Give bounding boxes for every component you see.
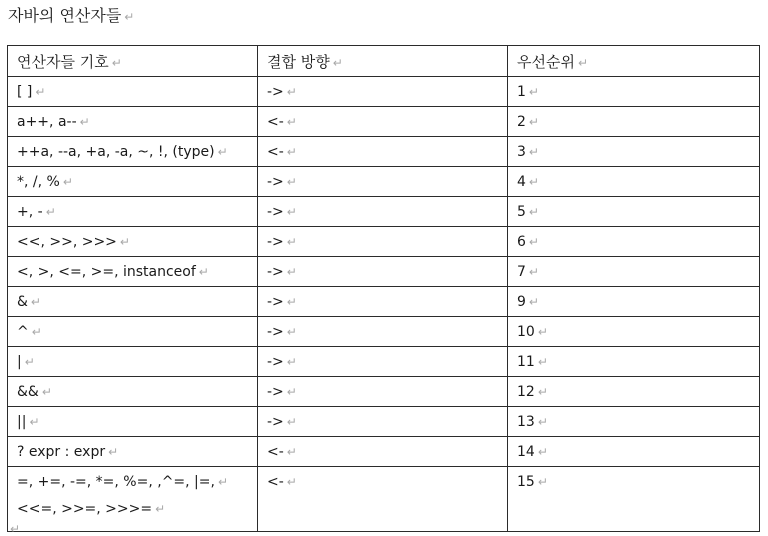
header-symbol-label: 연산자들 기호 [17, 52, 109, 71]
precedence-cell[interactable] [508, 287, 760, 317]
associativity-cell[interactable] [258, 107, 508, 137]
cell-end-mark-icon: ↵ [537, 384, 548, 399]
associativity-cell[interactable] [258, 347, 508, 377]
header-cell-precedence[interactable] [508, 46, 760, 77]
cell-end-mark-icon: ↵ [111, 55, 122, 70]
table-row [8, 377, 760, 407]
precedence-cell[interactable] [508, 317, 760, 347]
cell-end-mark-icon: ↵ [30, 294, 41, 309]
associativity-text: -> [267, 293, 284, 310]
table-row [8, 257, 760, 287]
cell-end-mark-icon: ↵ [29, 414, 40, 429]
symbol-cell[interactable] [8, 377, 258, 407]
cell-end-mark-icon: ↵ [286, 384, 297, 399]
cell-end-mark-icon: ↵ [537, 444, 548, 459]
symbol-text: *, /, % [17, 173, 60, 190]
cell-end-mark-icon: ↵ [286, 444, 297, 459]
header-cell-associativity[interactable] [258, 46, 508, 77]
associativity-cell[interactable] [258, 437, 508, 467]
cell-end-mark-icon: ↵ [79, 114, 90, 129]
table-row [8, 167, 760, 197]
symbol-cell[interactable] [8, 317, 258, 347]
precedence-cell[interactable] [508, 137, 760, 167]
symbol-line-1 [17, 469, 257, 496]
cell-end-mark-icon: ↵ [528, 294, 539, 309]
associativity-text: -> [267, 83, 284, 100]
table-header-row [8, 46, 760, 77]
symbol-text: ++a, --a, +a, -a, ~, !, (type) [17, 143, 215, 160]
cell-end-mark-icon: ↵ [286, 174, 297, 189]
associativity-cell[interactable] [258, 137, 508, 167]
document-title-text: 자바의 연산자들 [8, 6, 122, 25]
associativity-text: -> [267, 323, 284, 340]
cell-end-mark-icon: ↵ [286, 114, 297, 129]
precedence-text: 6 [517, 233, 526, 250]
symbol-text: | [17, 353, 22, 370]
associativity-cell[interactable] [258, 317, 508, 347]
cell-end-mark-icon: ↵ [332, 55, 343, 70]
precedence-text: 14 [517, 443, 535, 460]
precedence-text: 5 [517, 203, 526, 220]
cell-end-mark-icon: ↵ [528, 84, 539, 99]
cell-end-mark-icon: ↵ [31, 324, 42, 339]
symbol-cell[interactable] [8, 107, 258, 137]
cell-end-mark-icon: ↵ [286, 414, 297, 429]
cell-end-mark-icon: ↵ [286, 475, 297, 489]
symbol-text: a++, a-- [17, 113, 77, 130]
precedence-text: 3 [517, 143, 526, 160]
symbol-cell[interactable] [8, 407, 258, 437]
table-row [8, 107, 760, 137]
associativity-text: -> [267, 383, 284, 400]
symbol-text: <<, >>, >>> [17, 233, 117, 250]
document-title [8, 6, 134, 27]
cell-end-mark-icon: ↵ [286, 204, 297, 219]
precedence-text: 15 [517, 474, 535, 490]
associativity-text: -> [267, 263, 284, 280]
cell-end-mark-icon: ↵ [577, 55, 589, 70]
precedence-cell[interactable] [508, 77, 760, 107]
cell-end-mark-icon: ↵ [286, 294, 297, 309]
cell-end-mark-icon: ↵ [62, 174, 73, 189]
associativity-cell[interactable] [258, 257, 508, 287]
header-cell-symbol[interactable] [8, 46, 258, 77]
cell-end-mark-icon: ↵ [41, 384, 52, 399]
precedence-cell[interactable] [508, 257, 760, 287]
symbol-cell[interactable] [8, 167, 258, 197]
cell-end-mark-icon: ↵ [537, 475, 548, 489]
symbol-text: || [17, 413, 27, 430]
associativity-text: <- [267, 474, 284, 490]
cell-end-mark-icon: ↵ [155, 502, 166, 516]
symbol-text: ? expr : expr [17, 443, 106, 460]
cell-end-mark-icon: ↵ [45, 204, 56, 219]
cell-end-mark-icon: ↵ [108, 444, 119, 459]
symbol-text: && [17, 383, 39, 400]
header-associativity-label: 결합 방향 [267, 52, 330, 71]
associativity-cell[interactable] [258, 227, 508, 257]
associativity-cell[interactable] [258, 77, 508, 107]
associativity-cell[interactable] [258, 407, 508, 437]
symbol-cell[interactable] [8, 257, 258, 287]
associativity-text: <- [267, 143, 284, 160]
symbol-cell[interactable] [8, 77, 258, 107]
symbol-cell[interactable] [8, 437, 258, 467]
cell-end-mark-icon: ↵ [217, 144, 228, 159]
cell-end-mark-icon: ↵ [537, 354, 548, 369]
symbol-text: & [17, 293, 28, 310]
cell-end-mark-icon: ↵ [24, 354, 35, 369]
symbol-text: <, >, <=, >=, instanceof [17, 263, 196, 280]
line-end-mark-icon: ↵ [217, 475, 229, 489]
symbol-line-2 [17, 496, 257, 523]
cell-end-mark-icon: ↵ [286, 324, 297, 339]
table-row [8, 347, 760, 377]
cell-end-mark-icon: ↵ [35, 84, 46, 99]
symbol-text: <<=, >>=, >>>= [17, 501, 153, 517]
table-row [8, 437, 760, 467]
associativity-text: <- [267, 443, 284, 460]
header-precedence-label: 우선순위 [517, 52, 575, 71]
precedence-cell[interactable] [508, 467, 760, 532]
cell-end-mark-icon: ↵ [528, 204, 539, 219]
precedence-cell[interactable] [508, 437, 760, 467]
symbol-text: +, - [17, 203, 43, 220]
table-row [8, 317, 760, 347]
cell-end-mark-icon: ↵ [528, 234, 539, 249]
precedence-text: 4 [517, 173, 526, 190]
precedence-cell[interactable] [508, 107, 760, 137]
precedence-cell[interactable] [508, 167, 760, 197]
precedence-text: 10 [517, 323, 535, 340]
symbol-cell[interactable] [8, 137, 258, 167]
cell-end-mark-icon: ↵ [286, 84, 297, 99]
precedence-text: 2 [517, 113, 526, 130]
operator-table [7, 45, 760, 532]
precedence-cell[interactable] [508, 407, 760, 437]
table-row [8, 77, 760, 107]
table-row [8, 137, 760, 167]
table-row [8, 467, 760, 532]
cell-end-mark-icon: ↵ [528, 114, 539, 129]
cell-end-mark-icon: ↵ [537, 324, 548, 339]
table-row [8, 287, 760, 317]
symbol-text: =, +=, -=, *=, %=, ,^=, |=, [17, 474, 215, 490]
cell-end-mark-icon: ↵ [286, 354, 297, 369]
associativity-text: <- [267, 113, 284, 130]
symbol-cell[interactable] [8, 287, 258, 317]
symbol-text: ^ [17, 323, 29, 340]
cell-end-mark-icon: ↵ [119, 234, 130, 249]
table-row [8, 227, 760, 257]
table-row [8, 197, 760, 227]
associativity-cell[interactable] [258, 287, 508, 317]
symbol-cell[interactable] [8, 467, 258, 532]
cell-end-mark-icon: ↵ [286, 144, 297, 159]
associativity-cell[interactable] [258, 467, 508, 532]
symbol-text: [ ] [17, 83, 33, 100]
cell-end-mark-icon: ↵ [528, 174, 539, 189]
precedence-text: 11 [517, 353, 535, 370]
associativity-cell[interactable] [258, 167, 508, 197]
cell-end-mark-icon: ↵ [198, 264, 209, 279]
associativity-text: -> [267, 353, 284, 370]
precedence-cell[interactable] [508, 227, 760, 257]
symbol-cell[interactable] [8, 227, 258, 257]
table-row [8, 407, 760, 437]
associativity-text: -> [267, 173, 284, 190]
precedence-cell[interactable] [508, 197, 760, 227]
precedence-cell[interactable] [508, 347, 760, 377]
precedence-text: 1 [517, 83, 526, 100]
associativity-cell[interactable] [258, 197, 508, 227]
precedence-cell[interactable] [508, 377, 760, 407]
associativity-cell[interactable] [258, 377, 508, 407]
precedence-text: 12 [517, 383, 535, 400]
precedence-text: 13 [517, 413, 535, 430]
symbol-cell[interactable] [8, 197, 258, 227]
associativity-text: -> [267, 233, 284, 250]
cell-end-mark-icon: ↵ [286, 234, 297, 249]
cell-end-mark-icon: ↵ [537, 414, 548, 429]
precedence-text: 9 [517, 293, 526, 310]
paragraph-mark-icon: ↵ [10, 522, 21, 536]
cell-end-mark-icon: ↵ [528, 264, 539, 279]
paragraph-mark-icon: ↵ [124, 10, 135, 24]
associativity-text: -> [267, 413, 284, 430]
precedence-text: 7 [517, 263, 526, 280]
cell-end-mark-icon: ↵ [528, 144, 539, 159]
cell-end-mark-icon: ↵ [286, 264, 297, 279]
symbol-cell[interactable] [8, 347, 258, 377]
associativity-text: -> [267, 203, 284, 220]
